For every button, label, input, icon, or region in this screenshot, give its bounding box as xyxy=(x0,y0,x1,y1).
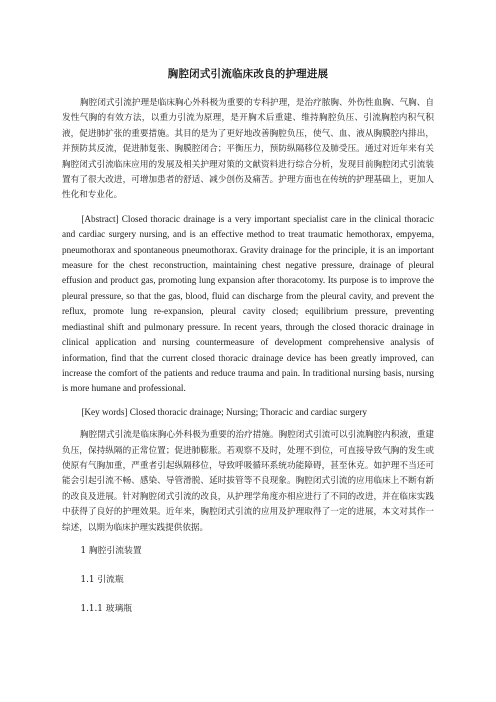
keywords: [Key words] Closed thoracic drainage; Nursing; Thoracic and cardiac surgery xyxy=(81,406,367,417)
abstract-english: [Abstract] Closed thoracic drainage is a very important specialist care in the clinical thoracic and cardiac surgery nursing, and is an effective method to treat traumatic hemothorax, empyema, pneumothorax and spontaneous pneumothorax. Gravity drainage for the principle, it is an important measure for the chest reconstruction, maintaining chest negative pressure, drainage of pleural effusion and product gas, promoting lung expansion after thoracotomy. Its purpose is to improve the pleural pressure, so that the gas, blood, fluid can discharge from the pleural cavity, and prevent the reflux, promote lung re-expansion, pleural cavity closed; equilibrium pressure, preventing mediastinal shift and pulmonary pressure. In recent years, through the closed thoracic drainage in clinical application and nursing countermeasure of development comprehensive analysis of information, find that the current closed thoracic drainage device has been greatly improved, can increase the comfort of the patients and reduce trauma and pain. In traditional nursing basis, nursing is more humane and professional. xyxy=(62,213,434,394)
introduction-paragraph: 胸腔閉式引流是临床胸心外科极为重要的治疗措施。胸腔闭式引流可以引流胸腔内积液，重建负压，保持纵隔的正常位置；促进肺膨胀。若观察不及时，处理不到位，可直接导致气胸的发生或使原有气胸加重，严重者引起纵隔移位，导致呼吸循环系统功能障碍，甚至休克。如护理不当还可能会引起引流不畅、感染、导管滑脱、延时拔管等不良现象。胸腔闭式引流的应用临床上不断有新的改良及进展。针对胸腔闭式引流的改良，从护理学角度亦相应进行了不同的改进，并在临床实践中获得了良好的护理效果。近年来，胸腔闭式引流的应用及护理取得了一定的进展，本文对其作一综述，以期为临床护理实践提供依据。 xyxy=(62,430,434,533)
document-page xyxy=(62,66,434,631)
subsection-heading: 1.1 引流瓶 xyxy=(80,574,124,585)
document-title: 胸腔闭式引流临床改良的护理进展 xyxy=(167,68,329,80)
section-heading: 1 胸腔引流装置 xyxy=(80,545,142,556)
abstract-chinese: 胸腔闭式引流护理是临床胸心外科极为重要的专科护理，是治疗脓胸、外伤性血胸、气胸、自发性气胸的有效方法，以重力引流为原理，是开胸术后重建、维持胸腔负压、引流胸腔内积气积液，促进肺扩张的重要措施。其目的是为了更好地改善胸腔负压，使气、血、液从胸膜腔内排出，并预防其反流，促进肺复张、胸膜腔闭合；平衡压力，预防纵隔移位及肺受压。通过对近年来有关胸腔闭式引流临床应用的发展及相关护理对策的文献资料进行综合分析，发现目前胸腔闭式引流装置有了很大改进，可增加患者的舒适、减少创伤及痛苦。护理方面也在传统的护理基础上，更加人性化和专业化。 xyxy=(62,98,434,201)
subsubsection-heading: 1.1.1 玻璃瓶 xyxy=(80,603,133,614)
